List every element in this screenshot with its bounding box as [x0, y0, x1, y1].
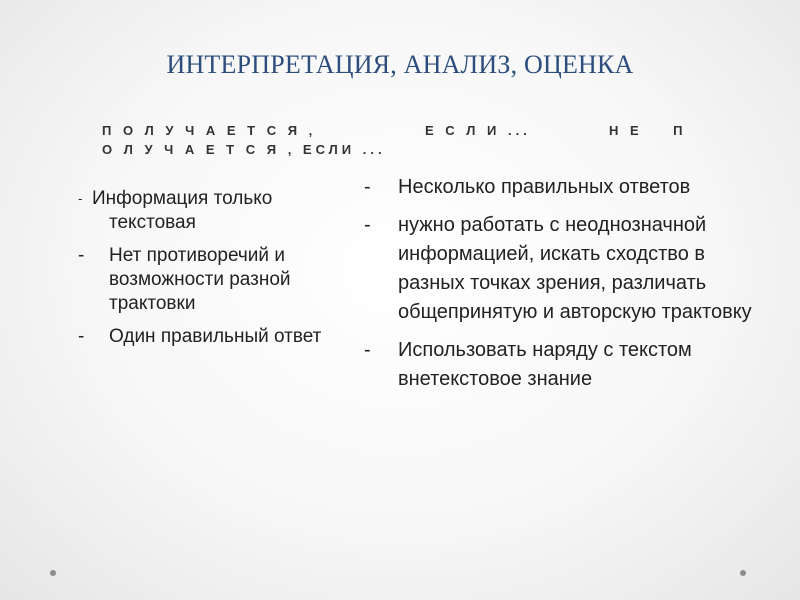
list-item-text: нужно работать с неоднозначной информацией, искать сходство в разных точках зрения, различать общепринятую и авторскую трактовку: [398, 214, 752, 323]
list-item: [364, 336, 764, 394]
dash-bullet: -: [78, 245, 85, 266]
dash-bullet: -: [78, 191, 83, 206]
right-column-header-fragment: Н Е П: [609, 123, 687, 138]
dash-bullet: -: [78, 326, 85, 347]
decorative-dot-icon: [740, 570, 746, 576]
right-column-header: Е С Л И ...: [425, 123, 531, 138]
list-item: [364, 173, 764, 202]
list-item-text: Один правильный ответ: [109, 326, 322, 347]
list-item: [78, 325, 348, 349]
decorative-dot-icon: [50, 570, 56, 576]
list-item: [78, 244, 348, 316]
dash-bullet: -: [364, 214, 371, 236]
right-bullet-list: [364, 173, 764, 403]
list-item: [78, 187, 348, 235]
left-bullet-list: [78, 187, 348, 358]
list-item-text: Несколько правильных ответов: [398, 176, 691, 198]
left-column-header: П О Л У Ч А Е Т С Я , О Л У Ч А Е Т С Я , ЕСЛИ ...: [102, 123, 386, 157]
slide-title: ИНТЕРПРЕТАЦИЯ, АНАЛИЗ, ОЦЕНКА: [166, 50, 634, 79]
dash-bullet: -: [364, 339, 371, 361]
list-item-text: Использовать наряду с текстом внетекстовое знание: [398, 339, 692, 390]
list-item-text: Информация только текстовая: [92, 188, 273, 233]
list-item-text: Нет противоречий и возможности разной трактовки: [109, 245, 291, 314]
list-item: [364, 211, 764, 327]
dash-bullet: -: [364, 176, 371, 198]
